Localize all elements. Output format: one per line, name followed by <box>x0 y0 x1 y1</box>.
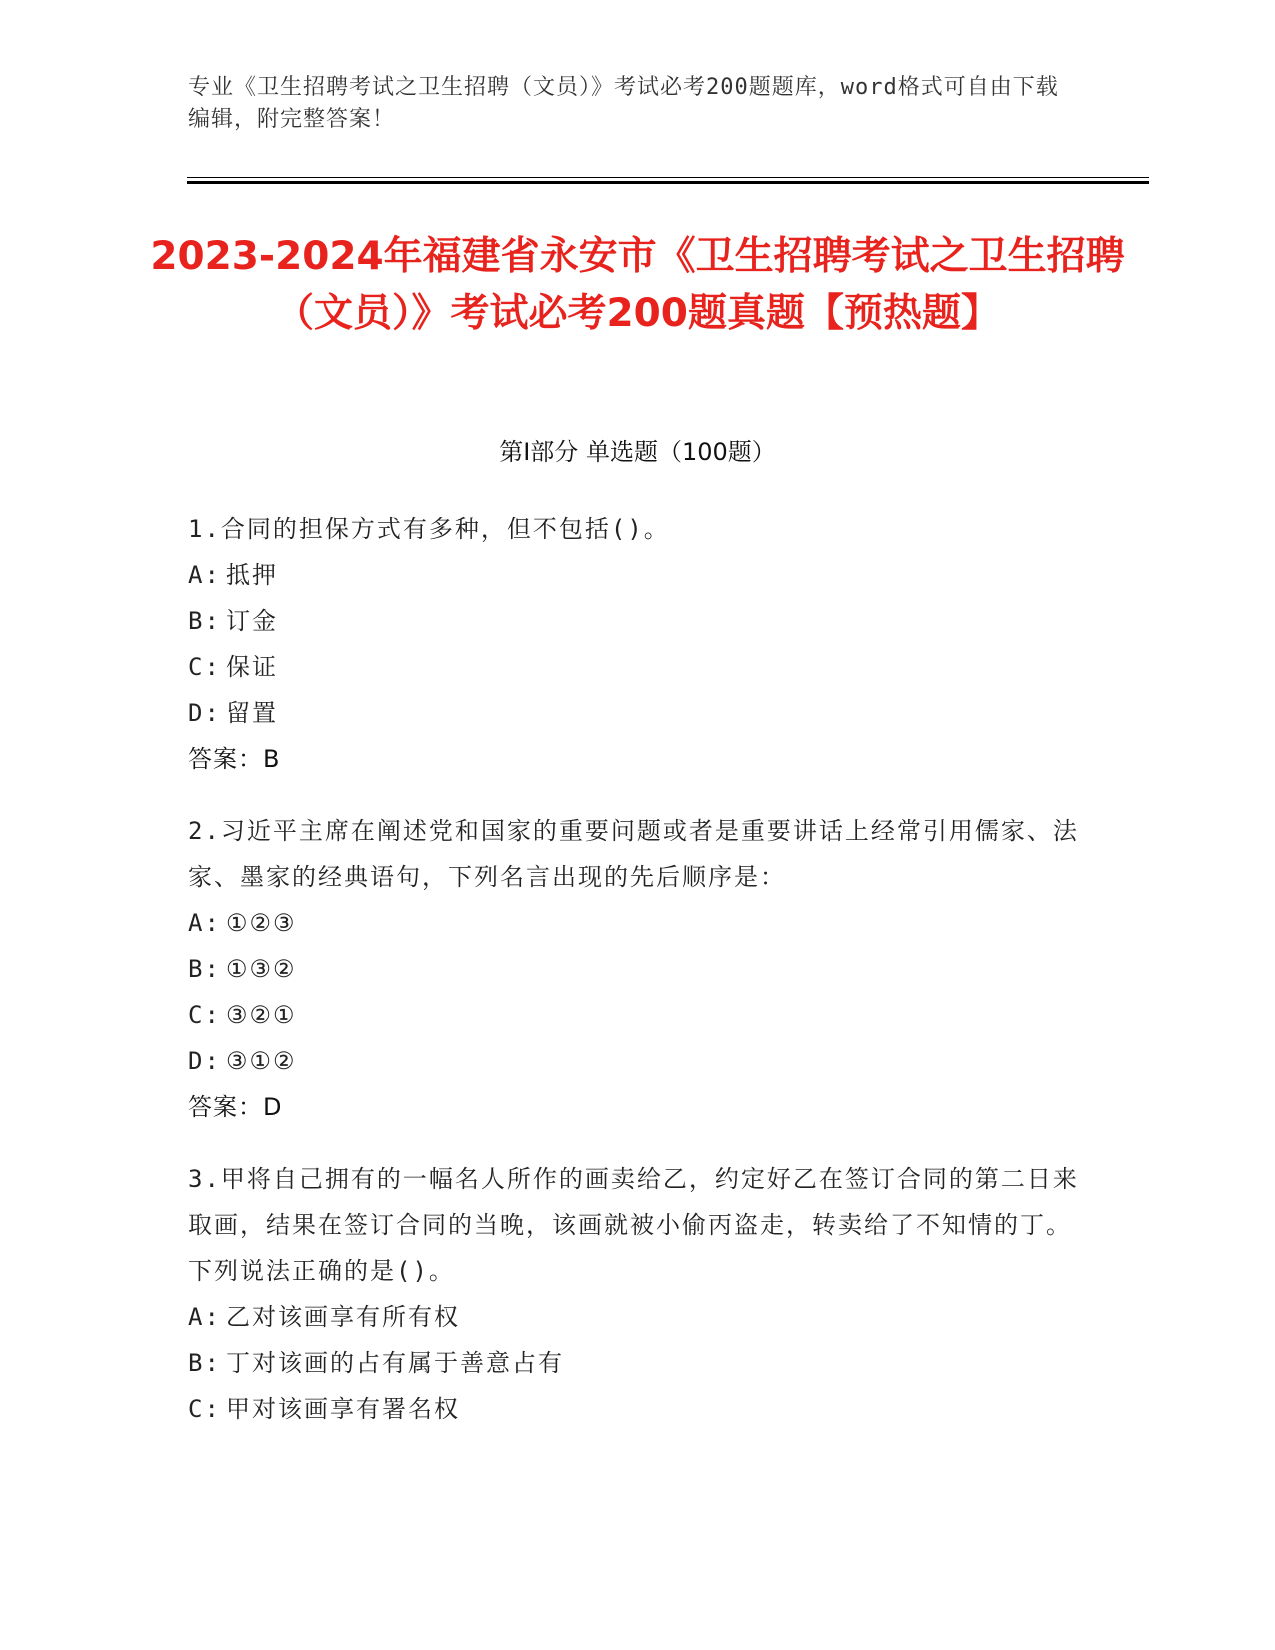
option-key: B: <box>188 955 221 983</box>
option-key: B: <box>188 607 221 635</box>
option-c <box>188 992 1088 1038</box>
option-d <box>188 1038 1088 1084</box>
option-a <box>188 900 1088 946</box>
option-key: D: <box>188 699 221 727</box>
answer: 答案：D <box>188 1093 283 1121</box>
option-text: ①②③ <box>226 909 297 937</box>
option-text: ①③② <box>226 955 297 983</box>
option-key: D: <box>188 1047 221 1075</box>
option-d <box>188 690 1088 736</box>
question-1 <box>188 506 1088 782</box>
question-stem: 1.合同的担保方式有多种，但不包括()。 <box>188 515 670 543</box>
document-title: 2023-2024年福建省永安市《卫生招聘考试之卫生招聘（文员）》考试必考200题真题【预热题】 <box>150 234 1125 336</box>
question-3 <box>188 1156 1088 1432</box>
option-c <box>188 1386 1088 1432</box>
header-divider-thick <box>187 181 1149 184</box>
option-key: B: <box>188 1349 221 1377</box>
option-key: A: <box>188 1303 221 1331</box>
section-title: 第I部分 单选题（100题） <box>499 438 776 466</box>
option-b <box>188 946 1088 992</box>
option-c <box>188 644 1088 690</box>
option-text: ③①② <box>226 1047 297 1075</box>
answer: 答案：B <box>188 745 281 773</box>
question-stem: 3.甲将自己拥有的一幅名人所作的画卖给乙，约定好乙在签订合同的第二日来取画，结果在签订合同的当晚，该画就被小偷丙盗走，转卖给了不知情的丁。下列说法正确的是()。 <box>188 1165 1079 1285</box>
option-text: 甲对该画享有署名权 <box>226 1395 460 1423</box>
option-b <box>188 598 1088 644</box>
option-a <box>188 1294 1088 1340</box>
option-key: A: <box>188 561 221 589</box>
option-b <box>188 1340 1088 1386</box>
question-2 <box>188 808 1088 1130</box>
header-divider-thin <box>187 177 1149 178</box>
option-key: A: <box>188 909 221 937</box>
option-text: 订金 <box>226 607 278 635</box>
option-a <box>188 552 1088 598</box>
question-stem: 2.习近平主席在阐述党和国家的重要问题或者是重要讲话上经常引用儒家、法家、墨家的经典语句，下列名言出现的先后顺序是： <box>188 817 1079 891</box>
option-text: 保证 <box>226 653 278 681</box>
option-text: 乙对该画享有所有权 <box>226 1303 460 1331</box>
option-text: 丁对该画的占有属于善意占有 <box>226 1349 564 1377</box>
option-text: ③②① <box>226 1001 297 1029</box>
option-key: C: <box>188 1395 221 1423</box>
option-text: 抵押 <box>226 561 278 589</box>
option-key: C: <box>188 653 221 681</box>
header-note: 专业《卫生招聘考试之卫生招聘（文员）》考试必考200题题库，word格式可自由下载编辑，附完整答案！ <box>188 75 1059 132</box>
option-text: 留置 <box>226 699 278 727</box>
option-key: C: <box>188 1001 221 1029</box>
